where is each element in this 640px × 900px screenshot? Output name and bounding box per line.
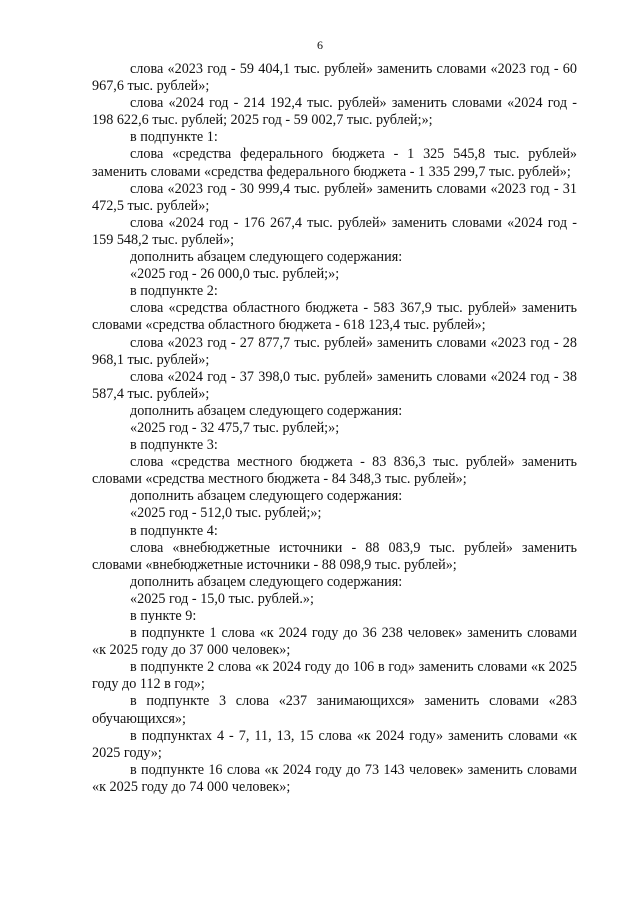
document-paragraph: слова «средства местного бюджета - 83 836,3 тыс. рублей» заменить словами «средства местного бюджета - 84 348,3 тыс. рублей»; xyxy=(92,454,577,488)
document-paragraph: слова «средства федерального бюджета - 1 325 545,8 тыс. рублей» заменить словами «средства федерального бюджета - 1 335 299,7 тыс. рублей»; xyxy=(92,146,577,180)
document-paragraph: в пункте 9: xyxy=(130,608,197,624)
document-body xyxy=(92,61,577,796)
document-paragraph: «2025 год - 512,0 тыс. рублей;»; xyxy=(130,505,322,522)
document-paragraph: «2025 год - 32 475,7 тыс. рублей;»; xyxy=(130,419,340,436)
document-paragraph: слова «2024 год - 176 267,4 тыс. рублей» заменить словами «2024 год - 159 548,2 тыс. рублей»; xyxy=(92,214,577,248)
document-paragraph: слова «средства областного бюджета - 583 367,9 тыс. рублей» заменить словами «средства областного бюджета - 618 123,4 тыс. рублей»; xyxy=(92,300,577,334)
document-paragraph: в подпункте 3 слова «237 занимающихся» заменить словами «283 обучающихся»; xyxy=(92,693,577,727)
document-paragraph: в подпункте 1 слова «к 2024 году до 36 238 человек» заменить словами «к 2025 году до 37 000 человек»; xyxy=(92,625,577,659)
document-paragraph: в подпункте 1: xyxy=(130,129,218,146)
document-paragraph: дополнить абзацем следующего содержания: xyxy=(130,488,403,505)
document-paragraph: дополнить абзацем следующего содержания: xyxy=(130,402,403,419)
document-paragraph: в подпункте 2 слова «к 2024 году до 106 в год» заменить словами «к 2025 году до 112 в год»; xyxy=(92,659,577,693)
document-paragraph: дополнить абзацем следующего содержания: xyxy=(130,249,403,266)
document-paragraph: «2025 год - 26 000,0 тыс. рублей;»; xyxy=(130,266,340,283)
document-paragraph: слова «2023 год - 27 877,7 тыс. рублей» заменить словами «2023 год - 28 968,1 тыс. рублей»; xyxy=(92,334,577,368)
document-paragraph: слова «2024 год - 37 398,0 тыс. рублей» заменить словами «2024 год - 38 587,4 тыс. рублей»; xyxy=(92,368,577,402)
document-paragraph: слова «2024 год - 214 192,4 тыс. рублей» заменить словами «2024 год - 198 622,6 тыс. рублей; 2025 год - 59 002,7 тыс. рублей;»; xyxy=(92,95,577,129)
document-paragraph: в подпункте 16 слова «к 2024 году до 73 143 человек» заменить словами «к 2025 году до 74 000 человек»; xyxy=(92,761,577,795)
document-paragraph: в подпункте 3: xyxy=(130,437,218,454)
document-paragraph: дополнить абзацем следующего содержания: xyxy=(130,573,403,590)
document-paragraph: в подпункте 2: xyxy=(130,283,218,300)
document-paragraph: слова «внебюджетные источники - 88 083,9 тыс. рублей» заменить словами «внебюджетные источники - 88 098,9 тыс. рублей»; xyxy=(92,539,577,573)
document-paragraph: в подпункте 4: xyxy=(130,522,218,539)
document-paragraph: слова «2023 год - 30 999,4 тыс. рублей» заменить словами «2023 год - 31 472,5 тыс. рублей»; xyxy=(92,180,577,214)
document-paragraph: в подпунктах 4 - 7, 11, 13, 15 слова «к 2024 году» заменить словами «к 2025 году»; xyxy=(92,727,577,761)
document-paragraph: «2025 год - 15,0 тыс. рублей.»; xyxy=(130,590,314,607)
document-paragraph: слова «2023 год - 59 404,1 тыс. рублей» заменить словами «2023 год - 60 967,6 тыс. рублей»; xyxy=(92,61,577,95)
page-number: 6 xyxy=(317,38,323,52)
